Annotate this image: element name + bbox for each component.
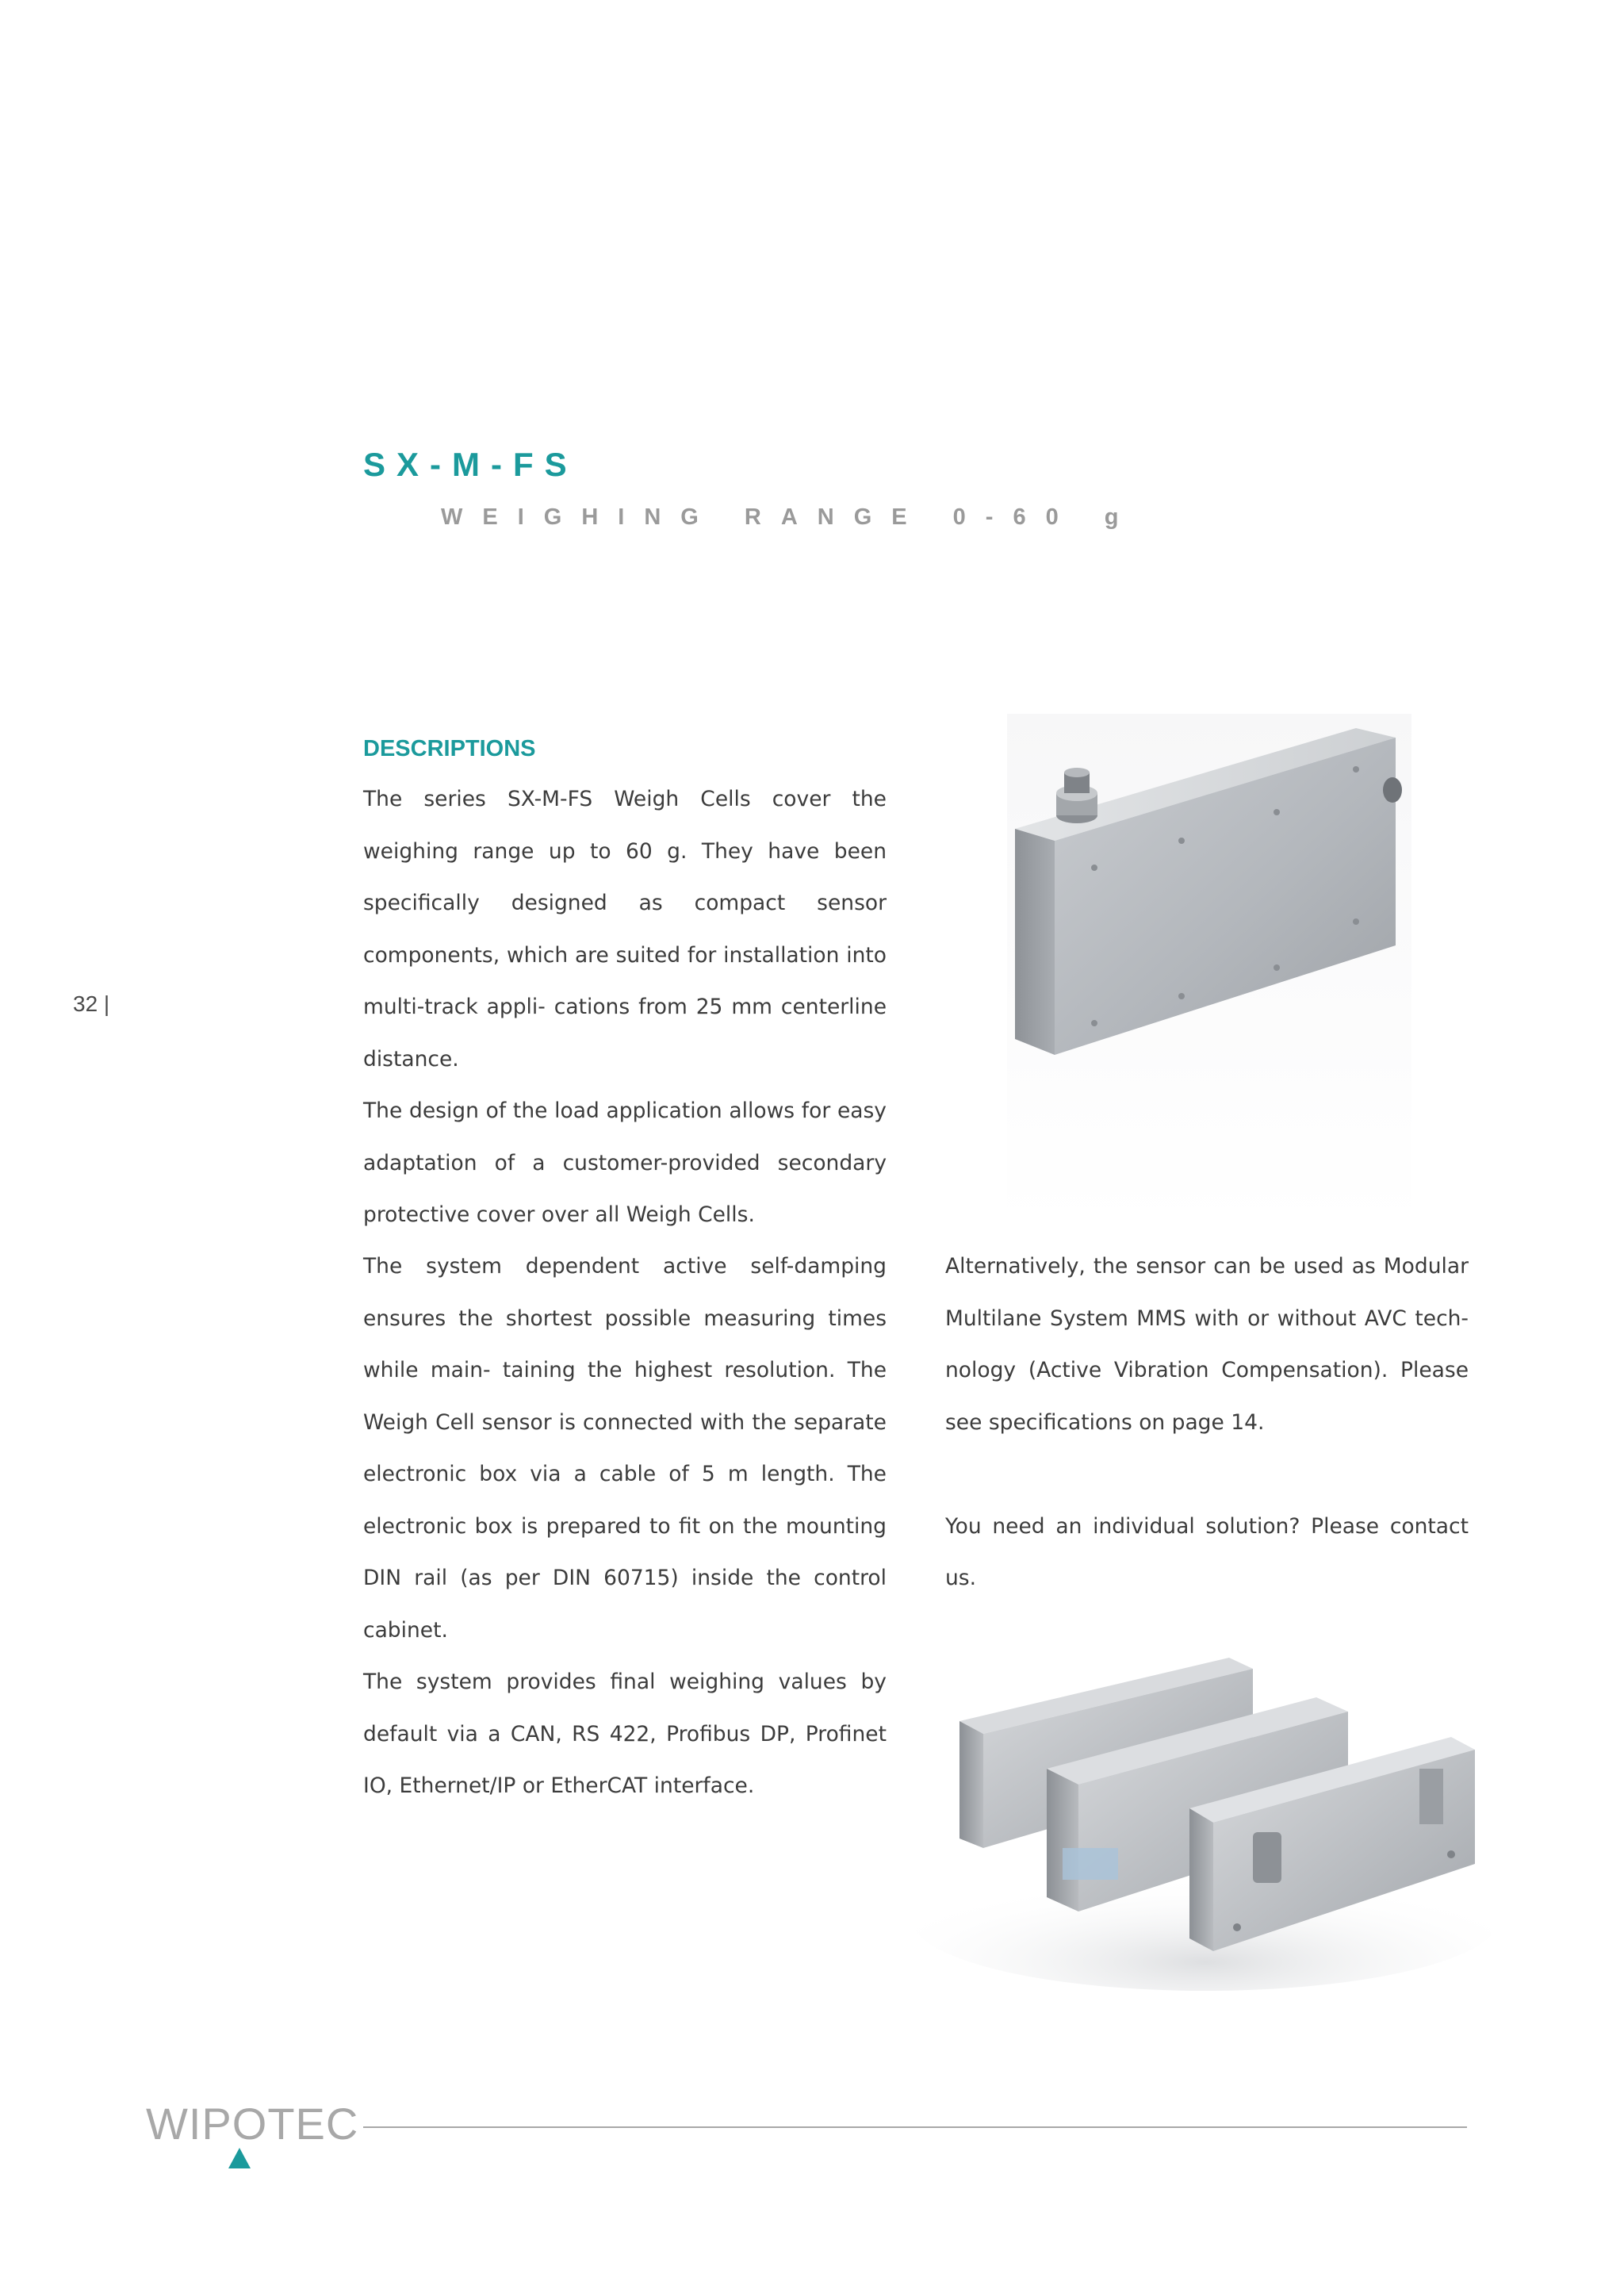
paragraph-interfaces: The system provides final weighing values by default via a CAN, RS 422, Profibus DP, Profinet IO, Ethernet/IP or EtherCAT interface.: [363, 1670, 887, 1798]
description-column-1: [363, 773, 887, 1241]
multi-track-weigh-cells-photo: [904, 1650, 1491, 1991]
weigh-cell-photo: [1007, 714, 1411, 1225]
paragraph-contact: You need an individual solution? Please contact us.: [945, 1513, 1469, 1590]
page-title: SX-M-FS: [363, 446, 578, 483]
description-column-2: [363, 1240, 887, 1812]
paragraph-mms: Alternatively, the sensor can be used as Modular Multilane System MMS with or without AVC tech- nology (Active Vibration Compensation). Please see specifications on page 14.: [945, 1254, 1469, 1435]
wipotec-logo: WIPOTEC: [146, 2099, 359, 2149]
section-heading: DESCRIPTIONS: [363, 736, 536, 761]
logo-triangle-icon: [228, 2148, 251, 2168]
paragraph-intro: The series SX-M-FS Weigh Cells cover the weighing range up to 60 g. They have been specifically designed as compact sensor components, which are suited for installation into multi-track appli- cations from 25 mm centerline distance.: [363, 787, 887, 1072]
footer-divider: [363, 2126, 1467, 2128]
page-subtitle: WEIGHING RANGE 0-60 g: [441, 504, 1139, 530]
paragraph-load-application: The design of the load application allows for easy adaptation of a customer-provided secondary protective cover over all Weigh Cells.: [363, 1098, 887, 1227]
page-number: 32 |: [73, 991, 110, 1016]
paragraph-self-damping: The system dependent active self-damping ensures the shortest possible measuring times while main- taining the highest resolution. The Weigh Cell sensor is connected with the separate electronic box via a cable of 5 m length. The electronic box is prepared to fit on the mounting DIN rail (as per DIN 60715) inside the control cabinet.: [363, 1254, 887, 1643]
description-column-3: [945, 1240, 1469, 1605]
